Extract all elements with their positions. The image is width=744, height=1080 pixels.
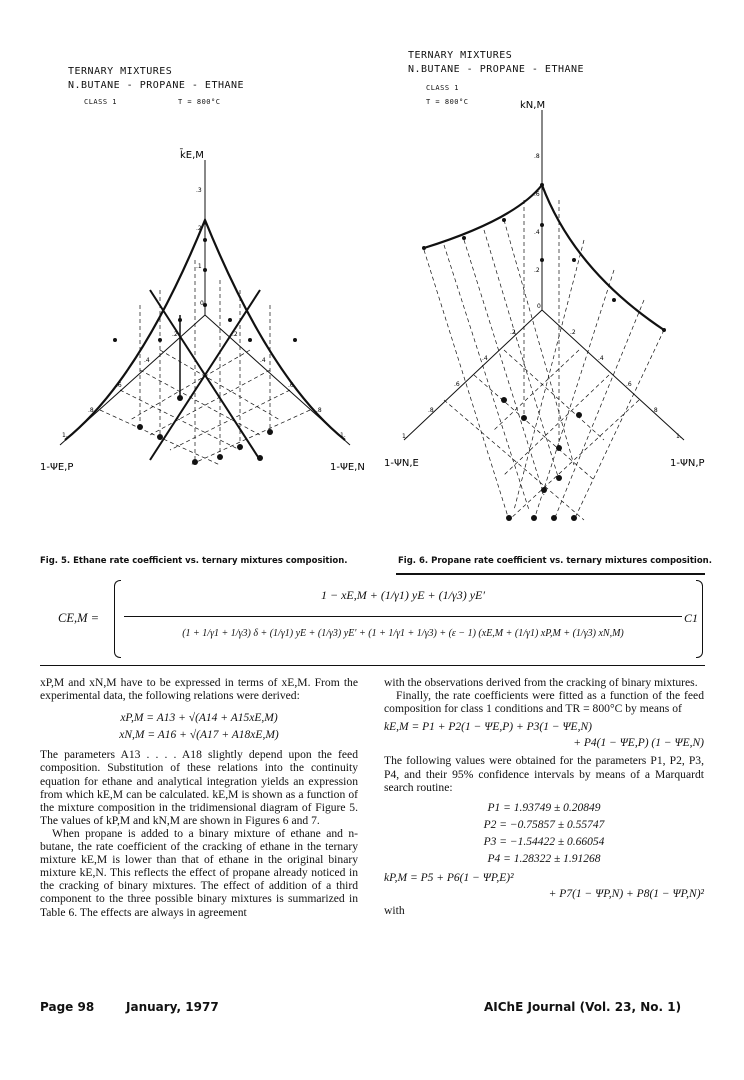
left-paragraph-3: When propane is added to a binary mixture of ethane and n-butane, the rate coefficient of the cracking of ethane in the ternary mixture kE,M is lower than that of ethane in the original binary mixture kE,N. This reflects the effect of propane already noticed in the cracking of binary mixtures. The effect of addition of a third component to the three possible binary mixtures is summarized in Table 6. The effects are always in agreement [40, 826, 358, 919]
fig5-class-label: CLASS 1 [84, 98, 118, 106]
fig6-temp-label: T = 800°C [426, 98, 469, 106]
fig5-tick-label: .2 [196, 225, 202, 232]
equation-left-brace [114, 580, 121, 658]
fig5-tick-label: .6 [116, 382, 122, 389]
right-paragraph-4: with [384, 904, 405, 918]
fig5-header-line2: N.BUTANE - PROPANE - ETHANE [68, 80, 245, 91]
left-paragraph-2: The parameters A13 . . . . A18 slightly depend upon the feed composition. Substitution of these relations into the continuity equation for ethane and analytical integration yields an expression from which kE,M can be calculated. kE,M is shown as a function of the mixture composition in the tridimensional diagram of Figure 5. The values of kP,M and kN,M are shown in Figures 6 and 7. [40, 748, 358, 827]
equation-denominator: (1 + 1/γ1 + 1/γ3) δ + (1/γ1) yE + (1/γ3) yE′ + (1 + 1/γ1 + 1/γ3) + (ε − 1) (xE,M + (1/γ1) xP,M + (1/γ3) xN,M) [182, 628, 624, 639]
fig5-tick-label: .3 [196, 187, 202, 194]
right-paragraph-3: The following values were obtained for the parameters P1, P2, P3, P4, and their 95% confidence intervals by means of a Marquardt search routine: [384, 754, 704, 794]
fig6-diagram [384, 100, 724, 530]
equation-xnm: xN,M = A16 + √(A17 + A18xE,M) [119, 729, 279, 742]
fig6-tick-label: .8 [652, 407, 658, 414]
fig6-tick-label: .2 [570, 329, 576, 336]
fig5-tick-label: .6 [288, 382, 294, 389]
fig6-axis-right-label: 1-ΨN,P [670, 458, 705, 469]
fig6-header-line2: N.BUTANE - PROPANE - ETHANE [408, 64, 585, 75]
fig5-tick-label: .8 [88, 407, 94, 414]
equation-right-brace [696, 580, 703, 658]
fig5-axis-left-label: 1-ΨE,P [40, 462, 74, 473]
footer-page: Page 98 [40, 1000, 95, 1014]
footer-date: January, 1977 [126, 1000, 219, 1014]
fig5-diagram [40, 140, 380, 485]
fig5-tick-label: .2 [172, 331, 178, 338]
fig5-tick-label: 1. [340, 432, 346, 439]
equation-lhs: CE,M = [58, 611, 100, 625]
fig5-axis-top-label: k̄E,M [180, 150, 204, 161]
fig6-tick-label: .4 [482, 355, 488, 362]
fig6-tick-label: .6 [534, 191, 540, 198]
fig6-class-label: CLASS 1 [426, 84, 460, 92]
fig6-tick-label: .2 [534, 267, 540, 274]
big-equation [40, 580, 705, 660]
equation-kem-line1: kE,M = P1 + P2(1 − ΨE,P) + P3(1 − ΨE,N) [384, 721, 592, 734]
equation-kem-line2: + P4(1 − ΨE,P) (1 − ΨE,N) [573, 737, 704, 750]
fig6-tick-label: .4 [598, 355, 604, 362]
footer-journal: AIChE Journal (Vol. 23, No. 1) [484, 1000, 682, 1014]
fig5-header-line1: TERNARY MIXTURES [68, 66, 173, 77]
fig6-caption: Fig. 6. Propane rate coefficient vs. ternary mixtures composition. [398, 556, 712, 566]
fig5-tick-label: .1 [196, 263, 202, 270]
fig6-tick-label: .8 [428, 407, 434, 414]
left-paragraph-1: xP,M and xN,M have to be expressed in terms of xE,M. From the experimental data, the following relations were derived: [40, 676, 358, 703]
fig5-tick-label: .4 [144, 357, 150, 364]
fig5-tick-label: .8 [316, 407, 322, 414]
right-paragraph-1: with the observations derived from the cracking of binary mixtures. [384, 676, 698, 689]
equation-kpm-line1: kP,M = P5 + P6(1 − ΨP,E)² [384, 872, 514, 885]
fig5-tick-label: .4 [260, 357, 266, 364]
equation-xpm: xP,M = A13 + √(A14 + A15xE,M) [120, 712, 278, 725]
fig5-temp-label: T = 800°C [178, 98, 221, 106]
fig6-tick-label: 1. [402, 433, 408, 440]
rule-bottom [40, 665, 705, 666]
left-column [40, 676, 358, 919]
fig6-tick-label: .4 [534, 229, 540, 236]
param-p1: P1 = 1.93749 ± 0.20849 [487, 801, 601, 814]
param-p4: P4 = 1.28322 ± 1.91268 [487, 853, 601, 866]
equation-kpm-line2: + P7(1 − ΨP,N) + P8(1 − ΨP,N)² [548, 888, 704, 901]
fig6-header-line1: TERNARY MIXTURES [408, 50, 513, 61]
fig6-axis-left-label: 1-ΨN,E [384, 458, 419, 469]
fig5-caption: Fig. 5. Ethane rate coefficient vs. ternary mixtures composition. [40, 556, 348, 566]
fig6-tick-label: .2 [510, 329, 516, 336]
fig6-axis-top-label: k̄N,M [520, 100, 546, 111]
rule-top [396, 573, 705, 575]
param-p2: P2 = −0.75857 ± 0.55747 [483, 818, 605, 831]
right-paragraph-2: Finally, the rate coefficients were fitted as a function of the feed composition for class 1 conditions and TR = 800°C by means of [384, 689, 704, 716]
fig6-tick-label: 0 [537, 303, 541, 310]
fig6-tick-label: .8 [534, 153, 540, 160]
fig6-tick-label: 1. [676, 433, 682, 440]
fig6-tick-label: .6 [626, 381, 632, 388]
fig5-tick-label: 1. [62, 432, 68, 439]
equation-rhs: C1 [684, 611, 699, 625]
fig5-tick-label: .2 [232, 331, 238, 338]
fig6-tick-label: .6 [454, 381, 460, 388]
fig5-tick-label: 0 [200, 300, 204, 307]
equation-numerator: 1 − xE,M + (1/γ1) yE + (1/γ3) yE′ [321, 588, 485, 602]
param-p3: P3 = −1.54422 ± 0.66054 [483, 835, 605, 848]
equation-fraction-bar [124, 616, 682, 617]
right-column [384, 676, 704, 917]
fig5-axis-right-label: 1-ΨE,N [330, 462, 365, 473]
